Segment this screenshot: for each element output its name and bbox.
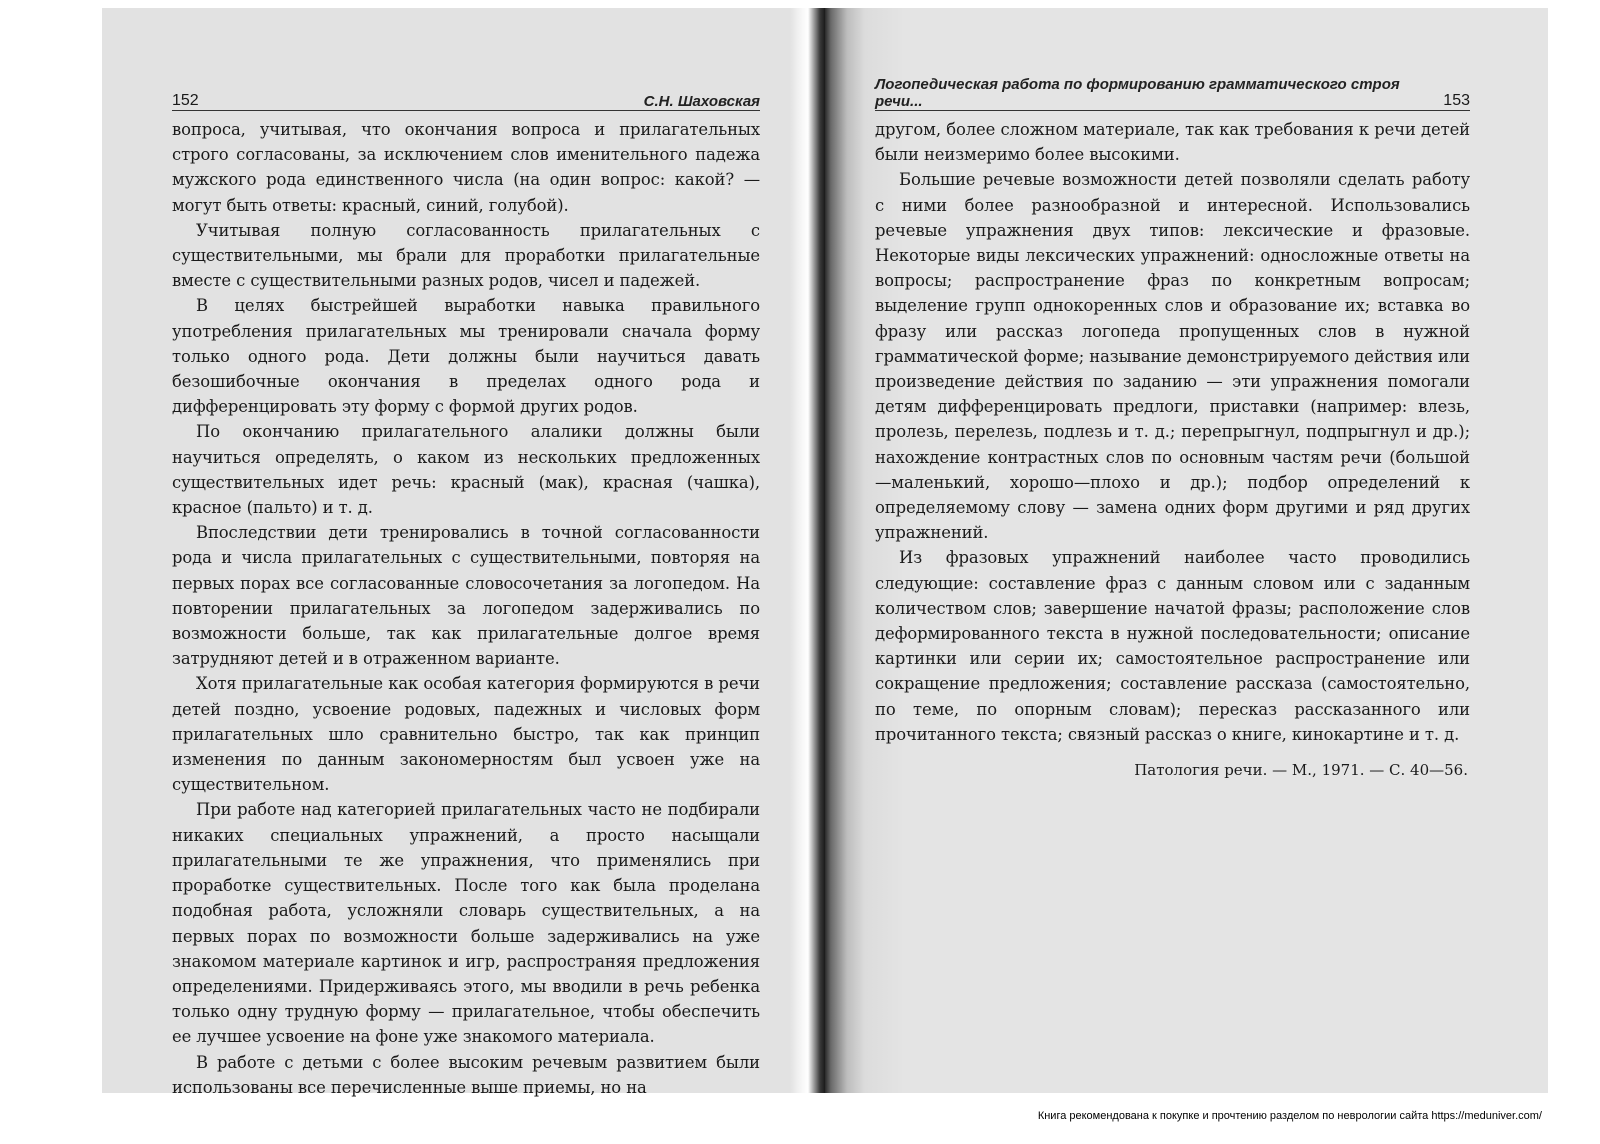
paragraph: Из фразовых упражнений наиболее часто проводились следующие: составление фраз с данным словом или с заданным количеством слов; завершение начатой фразы; расположение слов деформированного текста в нужной последовательности; описание картинки или серии их; самостоятельное распространение или сокращение предложения; составление рассказа (самостоятельно, по теме, по опорным словам); пересказ рассказанного или прочитанного текста; связный рассказ о книге, кинокартине и т. д. [875,548,1470,744]
paragraph: В работе с детьми с более высоким речевым развитием были использованы все перечисленные выше приемы, но на [172,1052,760,1097]
paragraph: вопроса, учитывая, что окончания вопроса и прилагательных строго согласованы, за исключением слов именительного падежа мужского рода единственного числа (на один вопрос: какой? — могут быть ответы: красный, синий, голубой). [172,120,760,215]
page-number: 152 [172,92,199,109]
right-page [825,8,1548,1093]
left-page [102,8,790,1097]
paragraph: По окончанию прилагательного алалики должны были научиться определять, о каком из нескольких предложенных существительных идет речь: красный (мак), красная (чашка), красное (пальто) и т. д. [172,422,760,518]
page-number: 153 [1443,92,1470,109]
paragraph: При работе над категорией прилагательных часто не подбирали никаких специальных упражнений, а просто насыщали прилагательными те же упражнения, что применялись при проработке существительных. После того как была проделана подобная работа, усложняли словарь существительных, а на первых порах по возможности больше задерживались на уже знакомом материале картинок и игр, распространяя предложения определениями. Придерживаясь этого, мы вводили в речь ребенка только одну трудную форму — прилагательное, чтобы обеспечить ее лучшее усвоение на фоне уже знакомого материала. [172,800,760,1047]
paragraph: Хотя прилагательные как особая категория формируются в речи детей поздно, усвоение родовых, падежных и числовых форм прилагательных шло сравнительно быстро, так как принцип изменения по данным закономерностям был усвоен уже на существительном. [172,674,760,795]
footer-note: Книга рекомендована к покупке и прочтению разделом по неврологии сайта https://meduniver.com/ [1037,1110,1542,1122]
paragraph: другом, более сложном материале, так как требования к речи детей были неизмеримо более высокими. [875,120,1470,165]
paragraph: Впоследствии дети тренировались в точной согласованности рода и числа прилагательных с существительными, повторяя на первых порах все согласованные словосочетания за логопедом. На повторении прилагательных за логопедом задерживались по возможности больше, так как прилагательные долгое время затрудняют детей и в отраженном варианте. [172,523,760,669]
book-gutter [790,8,825,1093]
running-head: С.Н. Шаховская [643,93,760,110]
paragraph: Учитывая полную согласованность прилагательных с существительными, мы брали для проработки прилагательные вместе с существительными разных родов, чисел и падежей. [172,220,760,291]
paragraph: Большие речевые возможности детей позволяли сделать работу с ними более разнообразной и интересной. Использовались речевые упражнения двух типов: лексические и фразовые. Некоторые виды лексических упражнений: односложные ответы на вопросы; распространение фраз по конкретным вопросам; выделение групп однокоренных слов и образование их; вставка во фразу или рассказ логопеда пропущенных слов в нужной грамматической форме; называние демонстрируемого действия или произведение действия по заданию — эти упражнения помогали детям дифференцировать предлоги, приставки (например: влезь, пролезь, перелезь, подлезь и т. д.; перепрыгнул, подпрыгнул и др.); нахождение контрастных слов по основным частям речи (большой—маленький, хорошо—плохо и др.); подбор определений к определяемому слову — замена одних форм другими и ряд других упражнений. [875,170,1470,543]
left-page-body [172,117,760,1100]
right-page-header [875,76,1470,111]
citation: Патология речи. — М., 1971. — С. 40—56. [1134,761,1468,780]
running-head: Логопедическая работа по формированию грамматического строя речи... [875,76,1400,110]
right-page-body [875,117,1470,747]
left-page-header [172,84,760,111]
paragraph: В целях быстрейшей выработки навыка правильного употребления прилагательных мы тренировали сначала форму только одного рода. Дети должны были научиться давать безошибочные окончания в пределах одного рода и дифференцировать эту форму с формой других родов. [172,296,760,417]
